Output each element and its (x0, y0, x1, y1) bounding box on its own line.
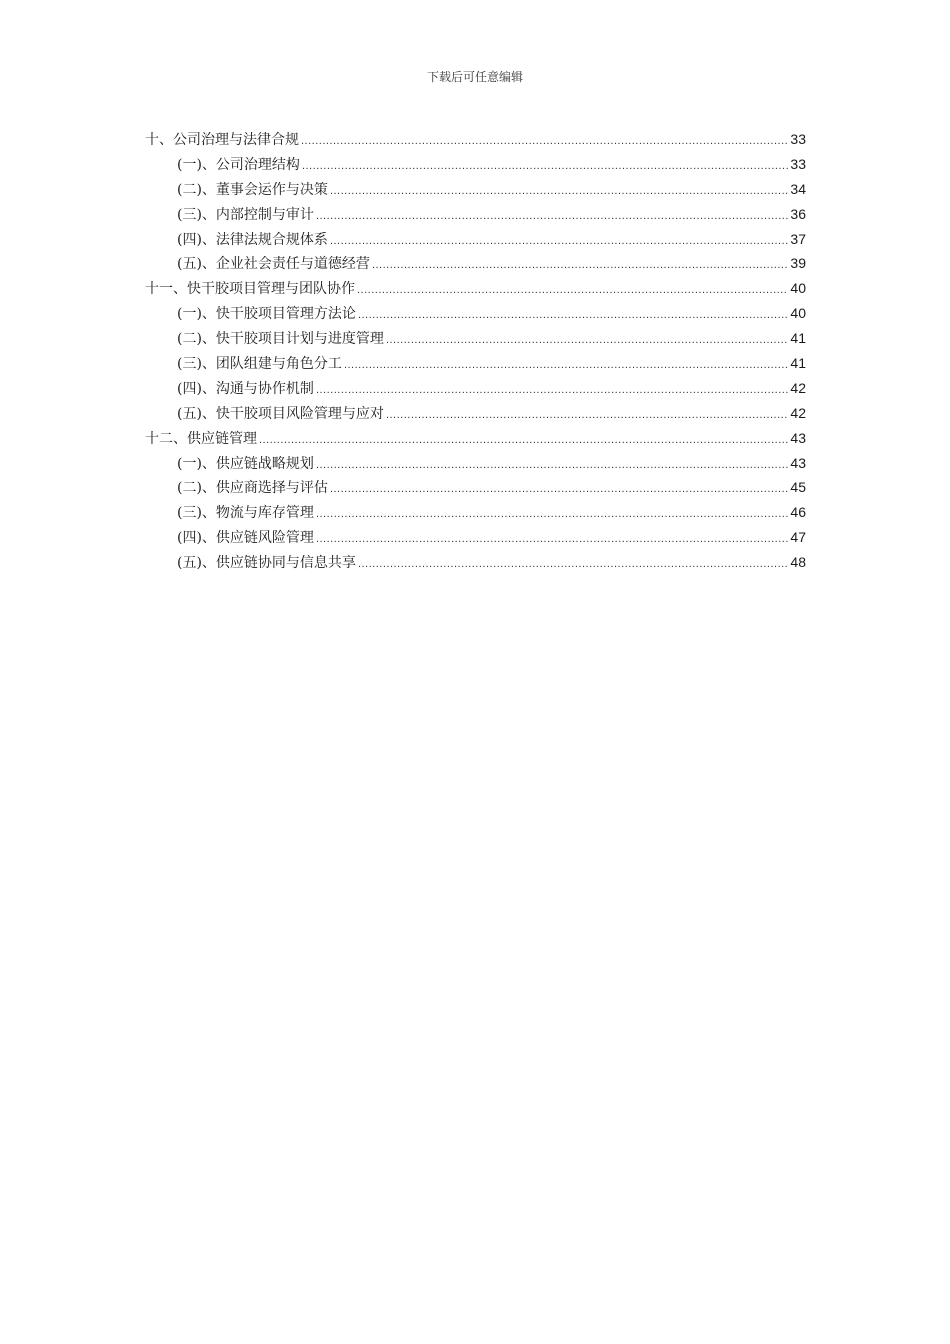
toc-page-number: 33 (790, 131, 806, 147)
toc-section-entry[interactable] (145, 251, 806, 276)
toc-entry-label: (三)、内部控制与审计 (177, 206, 314, 223)
toc-entry-label: (三)、物流与库存管理 (177, 505, 314, 522)
toc-page-number: 40 (790, 280, 806, 297)
toc-page-number: 42 (790, 404, 806, 421)
toc-page-number: 40 (790, 305, 806, 322)
toc-entry-label: (一)、公司治理结构 (177, 156, 300, 173)
toc-section-entry[interactable] (145, 376, 806, 401)
toc-section-entry[interactable] (145, 227, 806, 252)
toc-section-entry[interactable] (145, 152, 806, 177)
toc-chapter-entry[interactable] (145, 276, 806, 301)
toc-entry-label: (四)、法律法规合规体系 (177, 231, 328, 248)
toc-dot-leader (372, 253, 788, 278)
toc-page-number: 36 (790, 205, 806, 222)
toc-page-number: 34 (790, 180, 806, 197)
toc-section-entry[interactable] (145, 301, 806, 326)
toc-entry-label: (五)、企业社会责任与道德经营 (177, 256, 370, 273)
toc-section-entry[interactable] (145, 451, 806, 476)
toc-dot-leader (358, 552, 788, 577)
toc-entry-label: (一)、供应链战略规划 (177, 455, 314, 472)
toc-dot-leader (344, 353, 788, 378)
toc-entry-label: (五)、供应链协同与信息共享 (177, 555, 356, 572)
toc-dot-leader (316, 204, 788, 229)
toc-entry-label: 十一、快干胶项目管理与团队协作 (145, 281, 355, 298)
toc-dot-leader (301, 129, 788, 154)
toc-section-entry[interactable] (145, 475, 806, 500)
toc-page-number: 43 (790, 429, 806, 446)
toc-dot-leader (316, 453, 788, 478)
toc-page-number: 45 (790, 479, 806, 496)
toc-page-number: 46 (790, 504, 806, 521)
toc-page-number: 37 (790, 230, 806, 247)
toc-page-number: 48 (790, 554, 806, 571)
toc-chapter-entry[interactable] (145, 426, 806, 451)
toc-section-entry[interactable] (145, 177, 806, 202)
toc-dot-leader (316, 527, 788, 552)
toc-page-number: 33 (790, 155, 806, 172)
toc-page-number: 43 (790, 454, 806, 471)
toc-entry-label: (一)、快干胶项目管理方法论 (177, 306, 356, 323)
toc-section-entry[interactable] (145, 550, 806, 575)
toc-dot-leader (330, 229, 788, 254)
toc-page-number: 42 (790, 379, 806, 396)
toc-section-entry[interactable] (145, 326, 806, 351)
toc-page-number: 47 (790, 529, 806, 546)
toc-entry-label: (四)、供应链风险管理 (177, 530, 314, 547)
toc-section-entry[interactable] (145, 202, 806, 227)
toc-section-entry[interactable] (145, 500, 806, 525)
toc-dot-leader (259, 428, 788, 453)
toc-dot-leader (316, 502, 788, 527)
toc-page-number: 41 (790, 355, 806, 372)
toc-dot-leader (357, 278, 788, 303)
toc-entry-label: 十、公司治理与法律合规 (145, 132, 299, 148)
toc-section-entry[interactable] (145, 525, 806, 550)
toc-page-number: 41 (790, 330, 806, 347)
toc-entry-label: (二)、供应商选择与评估 (177, 480, 328, 497)
page-header: 下载后可任意编辑 (426, 70, 523, 84)
toc-entry-label: (三)、团队组建与角色分工 (177, 356, 342, 373)
toc-dot-leader (316, 378, 788, 403)
toc-dot-leader (330, 179, 788, 204)
toc-entry-label: (四)、沟通与协作机制 (177, 380, 314, 397)
toc-section-entry[interactable] (145, 401, 806, 426)
toc-chapter-entry[interactable] (145, 127, 806, 152)
toc-entry-label: (二)、董事会运作与决策 (177, 181, 328, 198)
toc-dot-leader (330, 477, 788, 502)
toc-dot-leader (386, 403, 788, 428)
table-of-contents (145, 127, 806, 575)
toc-section-entry[interactable] (145, 351, 806, 376)
toc-entry-label: 十二、供应链管理 (145, 430, 257, 447)
toc-entry-label: (二)、快干胶项目计划与进度管理 (177, 331, 384, 348)
toc-dot-leader (302, 154, 788, 179)
toc-page-number: 39 (790, 255, 806, 272)
toc-dot-leader (386, 328, 788, 353)
toc-entry-label: (五)、快干胶项目风险管理与应对 (177, 405, 384, 422)
toc-dot-leader (358, 303, 788, 328)
